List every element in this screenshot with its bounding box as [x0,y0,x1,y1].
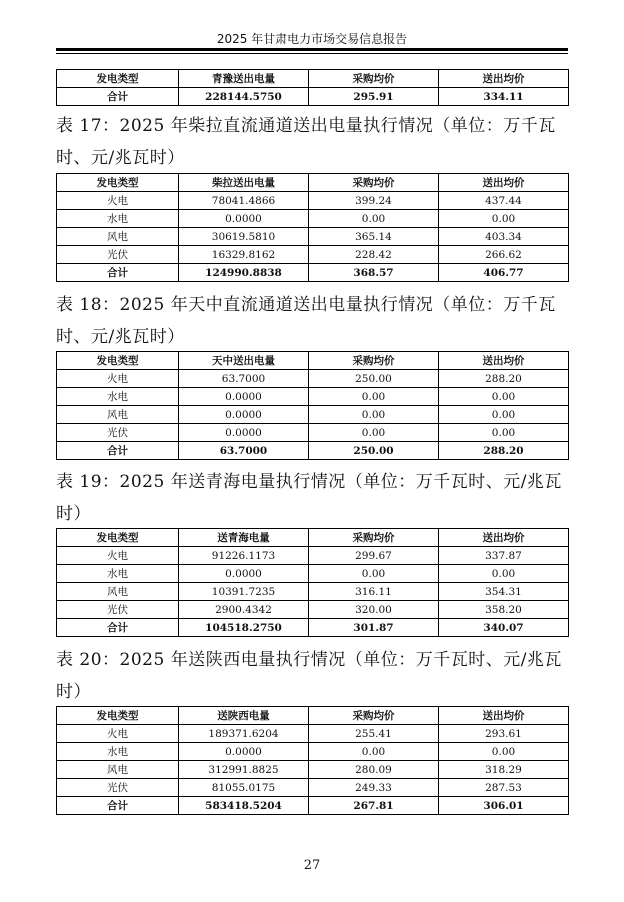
table-cell: 风电 [57,583,179,601]
table-20 [56,706,569,815]
table-cell: 334.11 [439,88,569,106]
table-cell: 0.00 [309,388,439,406]
table-cell: 合计 [57,88,179,106]
table-row [57,779,569,797]
table-cell: 合计 [57,797,179,815]
table-cell: 293.61 [439,725,569,743]
table-cell: 124990.8838 [179,264,309,282]
table-cell: 255.41 [309,725,439,743]
table-cell: 337.87 [439,547,569,565]
table-row [57,424,569,442]
table-cell: 250.00 [309,442,439,460]
table-cell: 0.0000 [179,565,309,583]
table-cell: 91226.1173 [179,547,309,565]
table-cell: 水电 [57,388,179,406]
table-caption-18: 表 18：2025 年天中直流通道送出电量执行情况（单位：万千瓦时、元/兆瓦时） [56,295,556,347]
table-cell: 火电 [57,725,179,743]
table-cell: 318.29 [439,761,569,779]
table-cell: 287.53 [439,779,569,797]
table-cell: 316.11 [309,583,439,601]
table-header-row [57,707,569,725]
table-cell: 365.14 [309,228,439,246]
table-row [57,601,569,619]
table-header-row [57,174,569,192]
table-cell: 0.00 [439,388,569,406]
table-row [57,547,569,565]
table-cell: 风电 [57,406,179,424]
column-header: 发电类型 [57,70,179,88]
table-cell: 63.7000 [179,370,309,388]
table-header-row [57,70,569,88]
table-total-row [57,797,569,815]
table-cell: 0.00 [439,210,569,228]
table-19 [56,528,569,637]
column-header: 青豫送出电量 [179,70,309,88]
table-18 [56,351,569,460]
table-header-row [57,529,569,547]
table-qingyu-continuation [56,69,569,106]
column-header: 送青海电量 [179,529,309,547]
table-cell: 249.33 [309,779,439,797]
table-row [57,565,569,583]
table-cell: 光伏 [57,246,179,264]
table-cell: 火电 [57,547,179,565]
table-cell: 0.00 [439,743,569,761]
column-header: 发电类型 [57,707,179,725]
table-header-row [57,352,569,370]
column-header: 采购均价 [309,70,439,88]
table-cell: 风电 [57,761,179,779]
table-row [57,370,569,388]
table-cell: 0.0000 [179,406,309,424]
table-cell: 228.42 [309,246,439,264]
table-cell: 10391.7235 [179,583,309,601]
column-header: 送出均价 [439,352,569,370]
column-header: 送出均价 [439,707,569,725]
table-cell: 光伏 [57,424,179,442]
table-cell: 火电 [57,192,179,210]
table-cell: 437.44 [439,192,569,210]
page-number: 27 [303,858,321,873]
table-cell: 合计 [57,619,179,637]
table-caption-19: 表 19：2025 年送青海电量执行情况（单位：万千瓦时、元/兆瓦时） [56,472,562,524]
table-cell: 0.0000 [179,424,309,442]
table-cell: 0.0000 [179,743,309,761]
table-cell: 228144.5750 [179,88,309,106]
table-row [57,406,569,424]
table-caption-20: 表 20：2025 年送陕西电量执行情况（单位：万千瓦时、元/兆瓦时） [56,650,562,702]
table-cell: 水电 [57,565,179,583]
table-cell: 583418.5204 [179,797,309,815]
table-cell: 火电 [57,370,179,388]
table-row [57,743,569,761]
table-cell: 30619.5810 [179,228,309,246]
table-cell: 2900.4342 [179,601,309,619]
column-header: 采购均价 [309,352,439,370]
table-row [57,388,569,406]
column-header: 送陕西电量 [179,707,309,725]
table-cell: 0.0000 [179,210,309,228]
table-cell: 0.00 [309,565,439,583]
table-total-row [57,264,569,282]
table-cell: 280.09 [309,761,439,779]
table-cell: 288.20 [439,442,569,460]
table-cell: 250.00 [309,370,439,388]
header-rule-thin [56,53,568,54]
table-cell: 189371.6204 [179,725,309,743]
table-cell: 0.00 [439,406,569,424]
column-header: 发电类型 [57,352,179,370]
table-cell: 0.00 [309,743,439,761]
table-row [57,761,569,779]
column-header: 送出均价 [439,529,569,547]
table-row [57,725,569,743]
table-cell: 406.77 [439,264,569,282]
table-cell: 81055.0175 [179,779,309,797]
column-header: 采购均价 [309,174,439,192]
table-cell: 0.00 [309,424,439,442]
table-caption-17: 表 17：2025 年柴拉直流通道送出电量执行情况（单位：万千瓦时、元/兆瓦时） [56,116,556,168]
column-header: 采购均价 [309,529,439,547]
header-rule [56,48,568,51]
table-row [57,583,569,601]
table-cell: 合计 [57,264,179,282]
table-cell: 299.67 [309,547,439,565]
table-cell: 合计 [57,442,179,460]
table-cell: 320.00 [309,601,439,619]
table-cell: 16329.8162 [179,246,309,264]
column-header: 柴拉送出电量 [179,174,309,192]
page-header-title: 2025 年甘肃电力市场交易信息报告 [216,32,408,46]
column-header: 送出均价 [439,70,569,88]
column-header: 发电类型 [57,529,179,547]
table-cell: 306.01 [439,797,569,815]
table-17 [56,173,569,282]
table-row [57,192,569,210]
table-cell: 295.91 [309,88,439,106]
table-cell: 风电 [57,228,179,246]
table-cell: 0.00 [439,565,569,583]
table-cell: 63.7000 [179,442,309,460]
table-total-row [57,442,569,460]
table-cell: 403.34 [439,228,569,246]
table-cell: 399.24 [309,192,439,210]
table-row [57,228,569,246]
table-cell: 0.00 [309,210,439,228]
table-cell: 340.07 [439,619,569,637]
table-cell: 0.00 [439,424,569,442]
column-header: 发电类型 [57,174,179,192]
table-cell: 0.00 [309,406,439,424]
column-header: 天中送出电量 [179,352,309,370]
table-cell: 301.87 [309,619,439,637]
table-cell: 288.20 [439,370,569,388]
table-cell: 266.62 [439,246,569,264]
column-header: 采购均价 [309,707,439,725]
column-header: 送出均价 [439,174,569,192]
table-cell: 312991.8825 [179,761,309,779]
table-cell: 267.81 [309,797,439,815]
table-cell: 光伏 [57,779,179,797]
table-cell: 0.0000 [179,388,309,406]
table-cell: 358.20 [439,601,569,619]
table-row [57,246,569,264]
table-cell: 368.57 [309,264,439,282]
table-cell: 354.31 [439,583,569,601]
table-cell: 78041.4866 [179,192,309,210]
table-cell: 水电 [57,743,179,761]
table-total-row [57,88,569,106]
table-cell: 水电 [57,210,179,228]
table-row [57,210,569,228]
table-cell: 光伏 [57,601,179,619]
table-cell: 104518.2750 [179,619,309,637]
table-total-row [57,619,569,637]
